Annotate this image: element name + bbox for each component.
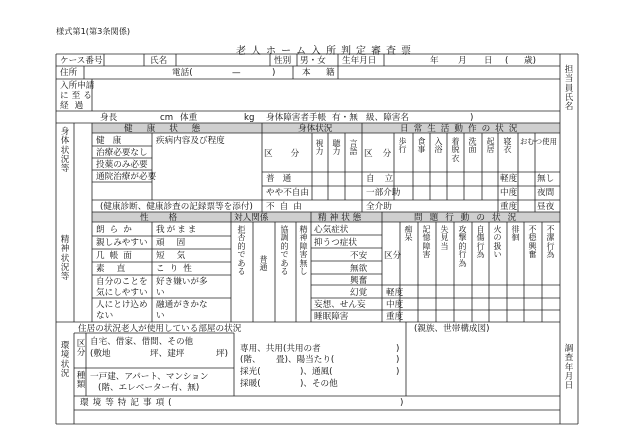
env-row2b: (階、エレベーター有、無) xyxy=(98,383,200,393)
adl-sub-1: 無し xyxy=(537,174,555,184)
adl-col-3: 入浴 xyxy=(434,137,443,155)
mental-col-1: 精神障害無し xyxy=(299,225,308,276)
height-label: 身長 xyxy=(100,113,118,123)
env-row1c: 坪、建坪 xyxy=(150,349,185,359)
adl-right-3: 重度 xyxy=(500,202,518,212)
sex-options: 男・女 xyxy=(300,56,326,66)
domicile-label-1: 本 xyxy=(302,68,311,78)
env-special-close: ) xyxy=(400,398,404,408)
handbook-options: 有・無 xyxy=(332,113,358,123)
char-pair-3b: 短気 xyxy=(156,251,198,261)
physical-header: 身体状況 xyxy=(298,124,333,134)
grade-close: ) xyxy=(470,113,474,123)
address-label: 住所 xyxy=(60,68,78,78)
char-header: 性格 xyxy=(140,213,198,223)
adl-col-4: 着脱衣 xyxy=(451,137,460,163)
sense-col-2: 聴力 xyxy=(332,139,341,157)
interp-col-2: 普通 xyxy=(259,255,268,273)
physical-division: 区分 xyxy=(264,149,318,159)
dob-label: 生年月日 xyxy=(342,56,377,66)
health-item-2: 治療必要なし xyxy=(96,148,148,158)
char-pair-5b: 好き嫌いが多い xyxy=(156,277,208,298)
char-pair-1a: 朗らか xyxy=(96,225,137,235)
problem-header: 問題行動の状況 xyxy=(414,213,524,223)
grade-label: 級、障害名 xyxy=(366,113,409,123)
problem-col-5: 自傷行為 xyxy=(476,225,485,260)
mental-item-5: 興奮 xyxy=(350,276,368,286)
health-header: 健康状態 xyxy=(124,124,215,134)
adl-row-1: 自立 xyxy=(366,174,404,184)
cm-label: cm xyxy=(160,113,174,123)
mental-item-7: 妄想、せん妄 xyxy=(314,300,366,310)
disease-label: 疾病内容及び程度 xyxy=(156,136,225,146)
char-pair-2b: 頑固 xyxy=(156,238,198,248)
env-light-close: ) xyxy=(396,367,400,377)
interp-header: 対人関係 xyxy=(234,213,269,223)
env-shared: 専用、共用(共用の者 xyxy=(240,344,321,354)
mental-item-1: 心気症状 xyxy=(314,225,349,235)
problem-col-8: 不穏興奮 xyxy=(528,225,537,260)
env-shared-close: ) xyxy=(396,344,400,354)
adl-right-1: 軽度 xyxy=(500,174,518,184)
mental-item-6: 幻覚 xyxy=(350,288,368,298)
interp-col-3: 協調的である xyxy=(280,225,289,276)
char-pair-6b: 融通がきかない xyxy=(156,300,208,321)
problem-col-9: 不潔行為 xyxy=(546,225,555,260)
sense-col-1: 視力 xyxy=(315,139,324,157)
chousa-label: 調査年月日 xyxy=(564,344,574,392)
problem-col-7: 徘徊 xyxy=(511,225,520,243)
mental-header: 精神状態 xyxy=(318,213,365,223)
adl-col-7: 寝衣 xyxy=(503,137,512,155)
env-row2: 一戸建、アパート、マンション xyxy=(90,372,209,382)
age-open: ( xyxy=(505,56,509,66)
sense-row-3: 不自由 xyxy=(266,202,307,212)
case-no-label: ケース番号 xyxy=(60,56,103,66)
sex-label: 性別 xyxy=(274,56,292,66)
adl-sub-2: 夜間 xyxy=(537,188,555,198)
phone-dash: — xyxy=(232,68,241,78)
mental-section-label: 精神状況等 xyxy=(60,235,70,283)
char-pair-4a: 素直 xyxy=(96,264,138,274)
room-note: 住居の状況老人が使用している部屋の状況 xyxy=(78,324,242,334)
interp-col-1: 拒否的である xyxy=(237,225,246,276)
family-note: (親族、世帯構成図) xyxy=(414,324,490,334)
problem-col-1: 痴呆 xyxy=(404,225,413,243)
reason-line-3: 経過 xyxy=(60,101,90,111)
char-pair-4b: こり性 xyxy=(156,264,197,274)
domicile-label-2: 籍 xyxy=(326,68,335,78)
body-footnote: (健康診断、健康診査の記録票等を添付) xyxy=(100,202,253,212)
phone-label: 電話( xyxy=(172,68,193,78)
char-pair-1b: 我がまま xyxy=(156,225,199,235)
tantou-label: 担当員氏名 xyxy=(564,65,574,113)
env-light: 採光( xyxy=(240,367,261,377)
env-row1: 自宅、借家、借間、その他 xyxy=(90,337,194,347)
adl-col-1: 歩行 xyxy=(398,137,407,155)
name-label: 氏名 xyxy=(150,56,168,66)
problem-row-1: 軽度 xyxy=(386,288,404,298)
problem-row-2: 中度 xyxy=(386,300,404,310)
mental-item-8: 睡眠障害 xyxy=(314,312,349,322)
problem-row-3: 重度 xyxy=(386,312,404,322)
env-floor2: 畳)、陽当たり( xyxy=(276,355,335,365)
handbook-label: 身体障害者手帳 xyxy=(266,113,327,123)
env-special: 環境等特記事項( xyxy=(80,398,176,408)
env-section-label: 環境状況 xyxy=(60,341,70,379)
sense-row-2: やや不自由 xyxy=(266,188,309,198)
env-heat2: )、その他 xyxy=(300,379,338,389)
mental-item-2: 抑うつ症状 xyxy=(314,238,357,248)
env-division: 区分 xyxy=(76,339,86,359)
adl-sub-3: 昼夜 xyxy=(537,202,555,212)
problem-col-4: 攻撃的行為 xyxy=(458,225,467,268)
sense-row-1: 普通 xyxy=(266,174,300,184)
adl-col-6: 起居 xyxy=(486,137,495,155)
adl-division: 区分 xyxy=(364,149,402,159)
body-section-label: 身体状況等 xyxy=(60,127,70,175)
env-row1b: (敷地 xyxy=(90,349,111,359)
weight-label: 体重 xyxy=(180,113,198,123)
env-floor: (階、 xyxy=(240,355,261,365)
kg-label: kg xyxy=(244,113,255,123)
env-row1d: 坪) xyxy=(216,349,228,359)
adl-row-2: 一部介助 xyxy=(366,188,401,198)
env-light2: )、通風( xyxy=(300,367,333,377)
adl-col-2: 食事 xyxy=(417,137,426,155)
reason-line-2: に至る xyxy=(60,91,95,101)
adl-col-8: おむつ使用 xyxy=(520,137,557,146)
sense-col-3: 言語 xyxy=(349,139,358,157)
health-item-4: 通院治療が必要 xyxy=(96,172,157,182)
problem-division: 区分 xyxy=(384,251,402,261)
problem-col-2: 記憶障害 xyxy=(422,225,431,260)
day-label: 日 xyxy=(484,56,493,66)
env-heat: 採暖( xyxy=(240,379,261,389)
health-item-1: 健康 xyxy=(96,136,130,146)
env-kind: 種類 xyxy=(76,371,86,391)
char-pair-2a: 親しみやすい xyxy=(96,238,148,248)
char-pair-5a: 自分のことを気にしやすい xyxy=(96,277,148,298)
phone-close: ) xyxy=(272,68,276,78)
env-floor-close: ) xyxy=(396,355,400,365)
problem-col-6: 火の扱い xyxy=(493,225,502,260)
month-label: 月 xyxy=(458,56,467,66)
char-pair-6a: 人にとけ込めない xyxy=(96,300,148,321)
mental-item-3: 不安 xyxy=(350,251,368,261)
year-label: 年 xyxy=(430,56,439,66)
health-item-3: 投薬のみ必要 xyxy=(96,160,148,170)
age-label: 歳) xyxy=(524,56,536,66)
adl-right-2: 中度 xyxy=(500,188,518,198)
adl-col-5: 洗面 xyxy=(468,137,477,155)
adl-row-3: 全介助 xyxy=(366,202,392,212)
reason-line-1: 入所申請 xyxy=(60,81,95,91)
adl-header: 日常生活動作の状況 xyxy=(400,124,523,134)
form-title: 老人ホーム入所判定審査票 xyxy=(236,46,416,57)
form-number: 様式第1(第3条関係) xyxy=(56,26,131,36)
mental-item-4: 無欲 xyxy=(350,264,368,274)
char-pair-3a: 几帳面 xyxy=(96,251,137,261)
problem-col-3: 失見当 xyxy=(440,225,449,251)
